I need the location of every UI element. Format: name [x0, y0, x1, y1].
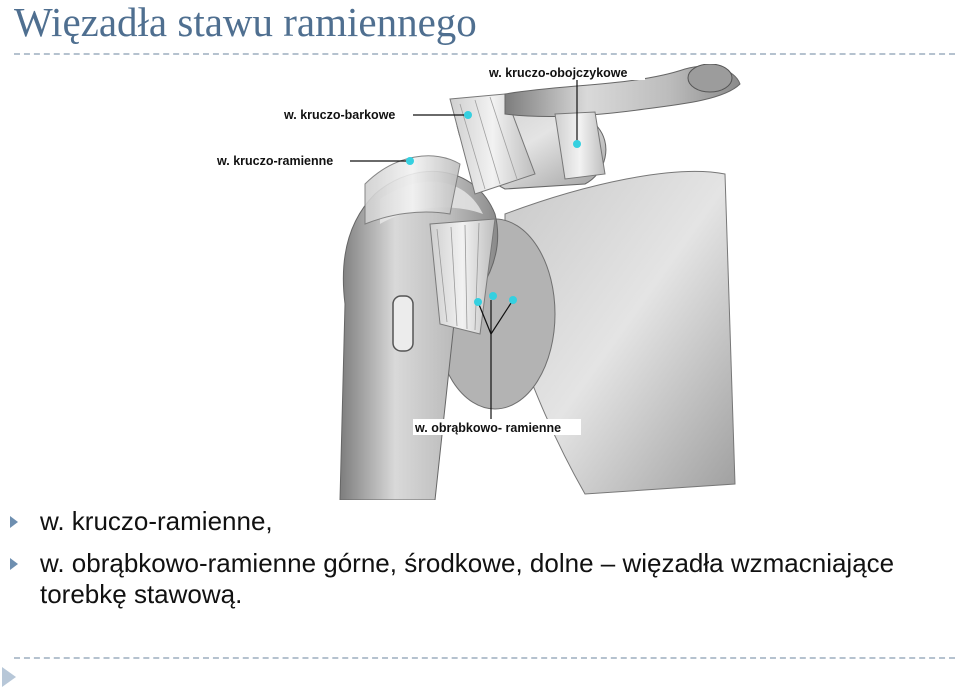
marker-coracohumeral [406, 157, 414, 165]
marker-glenohumeral-middle [489, 292, 497, 300]
bullet-text: w. obrąbkowo-ramienne górne, środkowe, dolne – więzadła wzmacniające torebkę stawową. [40, 548, 895, 609]
shoulder-ligaments-illustration [205, 64, 750, 500]
marker-coracoacromial [464, 111, 472, 119]
biceps-tendon [393, 296, 413, 351]
bullet-arrow-icon [10, 516, 18, 528]
marker-coracoclavicular [573, 140, 581, 148]
label-coracohumeral: w. kruczo-ramienne [217, 154, 334, 168]
label-coracoacromial: w. kruczo-barkowe [284, 108, 396, 122]
label-glenohumeral: w. obrąbkowo- ramienne [415, 421, 562, 435]
list-item [8, 506, 948, 537]
bullet-list [8, 506, 948, 610]
bullet-arrow-icon [10, 558, 18, 570]
marker-glenohumeral-lower [509, 296, 517, 304]
label-coracoclavicular: w. kruczo-obojczykowe [489, 66, 628, 80]
title-divider [14, 53, 955, 55]
footer-arrow-icon [2, 667, 16, 687]
slide-title: Więzadła stawu ramiennego [14, 0, 477, 45]
bullet-text: w. kruczo-ramienne, [40, 506, 273, 536]
list-item [8, 548, 948, 610]
footer-divider [14, 657, 955, 659]
marker-glenohumeral-upper [474, 298, 482, 306]
